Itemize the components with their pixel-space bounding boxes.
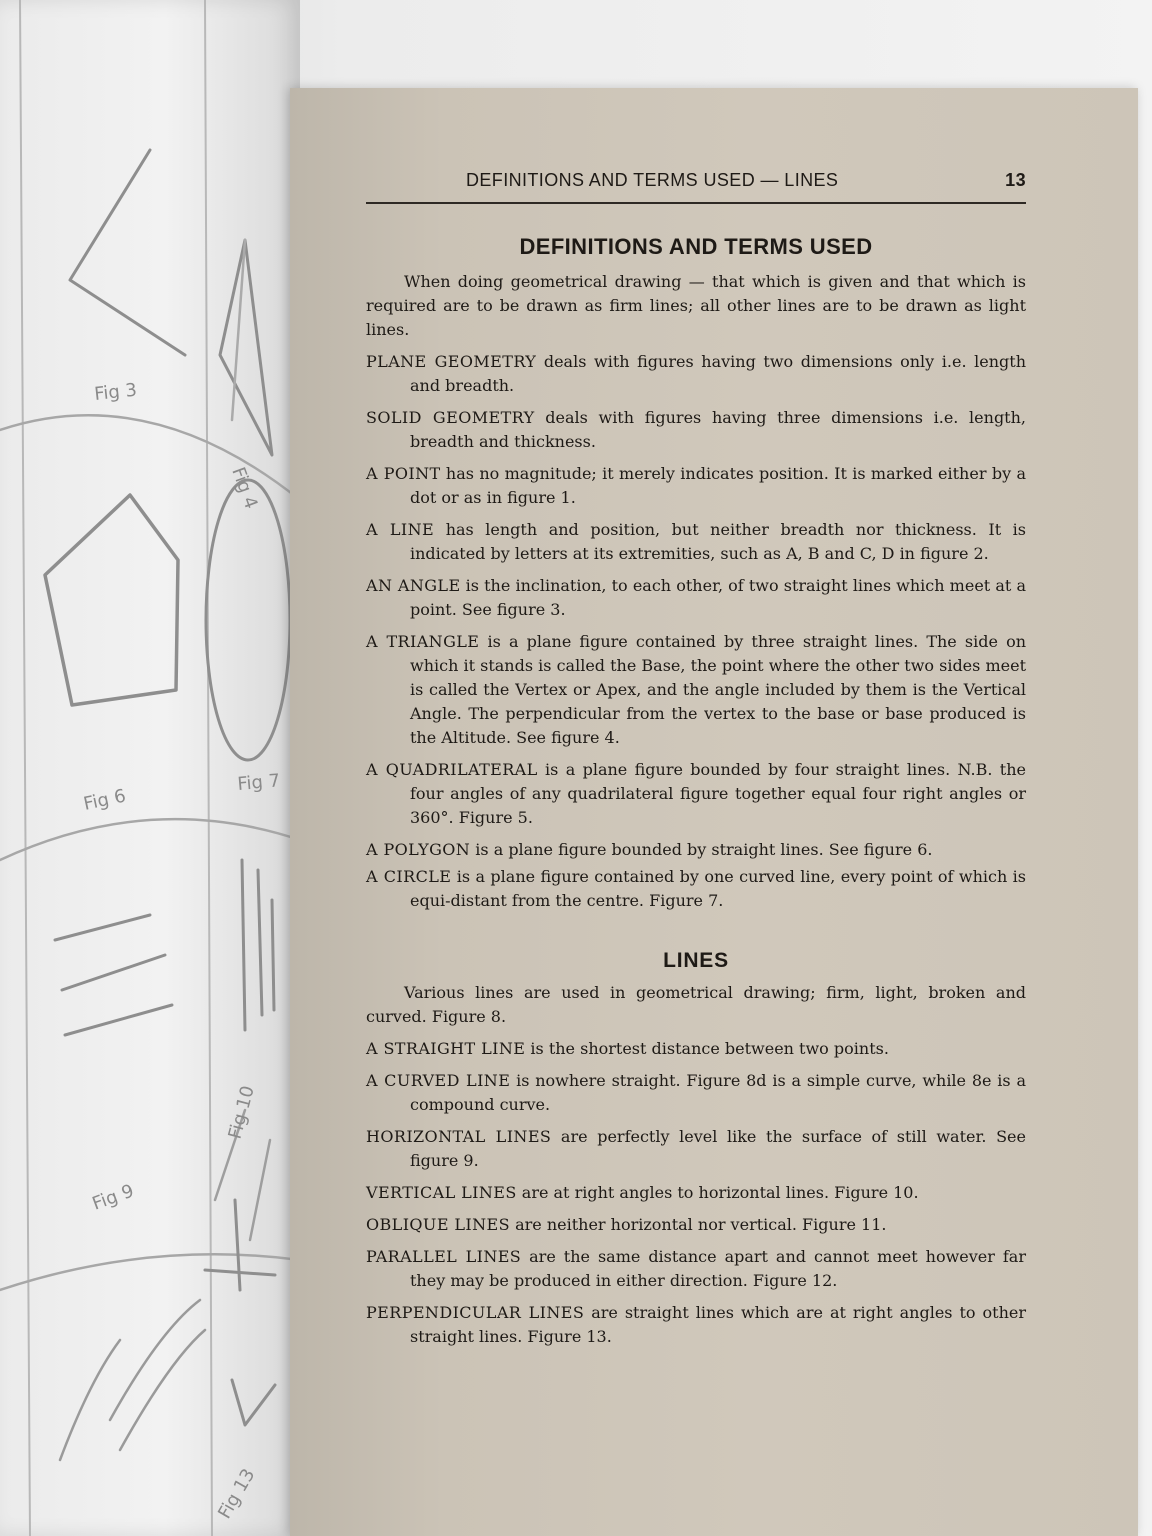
figure-label: Fig 6 (81, 785, 128, 815)
definition-item (366, 865, 1026, 913)
left-facing-page (0, 0, 300, 1536)
line-definition-item (366, 1069, 1026, 1117)
definition-item (366, 350, 1026, 398)
definition-text: has no magnitude; it merely indicates position. It is marked either by a dot or as in figure 1. (410, 464, 1026, 507)
oblique-line-2 (250, 1140, 270, 1240)
definition-term: A LINE (366, 520, 435, 539)
figure-label: Fig 7 (236, 770, 281, 795)
line-text: are perfectly level like the surface of still water. See figure 9. (410, 1127, 1026, 1170)
line-term: OBLIQUE LINES (366, 1215, 510, 1234)
line-term: HORIZONTAL LINES (366, 1127, 552, 1146)
definition-text: is a plane figure contained by three straight lines. The side on which it stands is called the Base, the point where the other two sides meet is called the Vertex or Apex, and the angle included by them is the Vertical Angle. The perpendicular from the vertex to the base or base produced is the Altitude. See figure 4. (410, 632, 1027, 747)
line-definition-item (366, 1213, 1026, 1237)
line-text: are at right angles to horizontal lines. Figure 10. (516, 1183, 919, 1202)
definition-term: A POINT (366, 464, 441, 483)
definition-term: A POLYGON (366, 840, 471, 859)
definition-term: A CIRCLE (366, 867, 452, 886)
definition-item (366, 758, 1026, 830)
definition-text: is the inclination, to each other, of two straight lines which meet at a point. See figure 3. (410, 576, 1026, 619)
figure-label: Fig 4 (227, 464, 262, 512)
definition-item (366, 838, 1026, 862)
left-page-figures (0, 0, 300, 1536)
page-content (366, 168, 1026, 1349)
panel-divider-curve-2 (0, 819, 300, 860)
line-term: A STRAIGHT LINE (366, 1039, 526, 1058)
line-text: are the same distance apart and cannot meet however far they may be produced in either direction. Figure 12. (410, 1247, 1026, 1290)
line-term: A CURVED LINE (366, 1071, 511, 1090)
definitions-heading: DEFINITIONS AND TERMS USED (519, 234, 873, 259)
definitions-list (366, 350, 1026, 913)
figure-label: Fig 13 (214, 1465, 260, 1523)
parallel-line-2 (120, 1330, 205, 1450)
circle-figure (206, 480, 290, 760)
definition-text: is a plane figure bounded by straight lines. See figure 6. (470, 840, 933, 859)
line-definition-item (366, 1181, 1026, 1205)
figure-label: Fig 3 (93, 379, 138, 405)
definition-item (366, 462, 1026, 510)
lines-list (366, 1037, 1026, 1349)
perpendicular-v-figure (232, 1380, 275, 1425)
definition-term: AN ANGLE (366, 576, 461, 595)
line-text: is the shortest distance between two points. (525, 1039, 889, 1058)
definition-term: A TRIANGLE (366, 632, 480, 651)
parallel-line-3 (60, 1340, 120, 1460)
vertical-line-1 (242, 860, 245, 1030)
running-header (366, 168, 1026, 204)
perpendicular-vertical (235, 1200, 240, 1290)
line-definition-item (366, 1125, 1026, 1173)
running-head-title: DEFINITIONS AND TERMS USED — LINES (466, 170, 839, 190)
line-text: are neither horizontal nor vertical. Figure 11. (509, 1215, 887, 1234)
panel-border-left (20, 0, 30, 1536)
horizontal-line-2 (62, 955, 165, 990)
definition-term: A QUADRILATERAL (366, 760, 538, 779)
parallel-line-1 (110, 1300, 200, 1420)
vertical-line-2 (258, 870, 262, 1015)
right-book-page (290, 88, 1138, 1536)
horizontal-line-1 (55, 915, 150, 940)
definition-text: has length and position, but neither breadth nor thickness. It is indicated by letters at its extremities, such as A, B and C, D in figure 2. (410, 520, 1026, 563)
angle-figure (70, 150, 185, 355)
definition-item (366, 406, 1026, 454)
lines-intro: Various lines are used in geometrical drawing; firm, light, broken and curved. Figure 8. (366, 983, 1026, 1026)
line-text: are straight lines which are at right angles to other straight lines. Figure 13. (410, 1303, 1027, 1346)
figure-label: Fig 10 (224, 1083, 259, 1142)
line-definition-item (366, 1245, 1026, 1293)
vertical-line-3 (272, 900, 274, 1010)
definition-term: SOLID GEOMETRY (366, 408, 535, 427)
figure-label: Fig 9 (89, 1180, 137, 1215)
horizontal-line-3 (65, 1005, 172, 1035)
line-text: is nowhere straight. Figure 8d is a simple curve, while 8e is a compound curve. (410, 1071, 1026, 1114)
triangle-figure (220, 240, 272, 455)
definition-item (366, 574, 1026, 622)
line-term: PERPENDICULAR LINES (366, 1303, 585, 1322)
definition-item (366, 518, 1026, 566)
definition-text: deals with figures having two dimensions only i.e. length and breadth. (410, 352, 1026, 395)
definition-item (366, 630, 1026, 750)
panel-border-middle (205, 0, 212, 1536)
line-term: VERTICAL LINES (366, 1183, 517, 1202)
page-number: 13 (1005, 170, 1026, 190)
definition-term: PLANE GEOMETRY (366, 352, 537, 371)
definition-text: is a plane figure contained by one curved line, every point of which is equi-distant from the centre. Figure 7. (410, 867, 1026, 910)
line-term: PARALLEL LINES (366, 1247, 522, 1266)
lines-heading: LINES (663, 949, 729, 972)
definition-text: deals with figures having three dimensions i.e. length, breadth and thickness. (410, 408, 1027, 451)
definition-text: is a plane figure bounded by four straight lines. N.B. the four angles of any quadrilateral figure together equal four right angles or 360°. Figure 5. (410, 760, 1026, 827)
line-definition-item (366, 1301, 1026, 1349)
pentagon-figure (45, 495, 178, 705)
definitions-intro: When doing geometrical drawing — that which is given and that which is required are to be drawn as firm lines; all other lines are to be drawn as light lines. (366, 272, 1026, 339)
line-definition-item (366, 1037, 1026, 1061)
